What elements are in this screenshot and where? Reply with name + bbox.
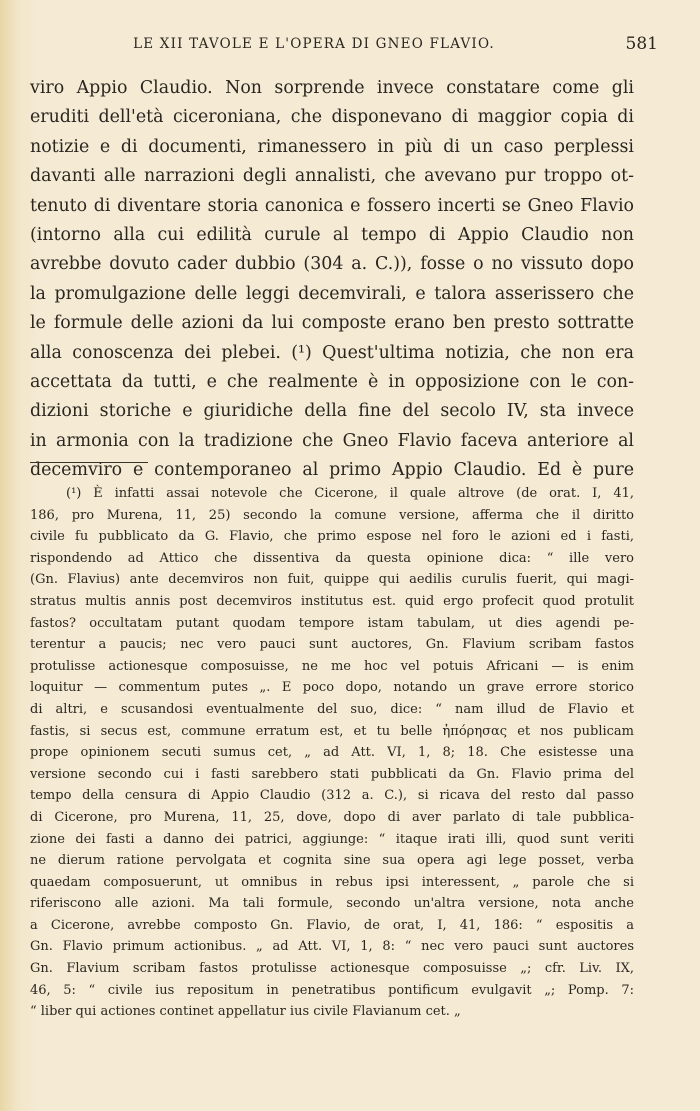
main-text bbox=[30, 74, 634, 486]
footnote-line: 46, 5: “ civile ius repositum in penetratibus pontificum evulgavit „; Pomp. 7: bbox=[30, 982, 634, 998]
footnote-line: versione secondo cui i fasti sarebbero stati pubblicati da Gn. Flavio prima del bbox=[30, 766, 634, 782]
text-line: in armonia con la tradizione che Gneo Flavio faceva anteriore al bbox=[30, 430, 634, 451]
footnote-line: 186, pro Murena, 11, 25) secondo la comune versione, afferma che il diritto bbox=[30, 507, 634, 523]
text-line: viro Appio Claudio. Non sorprende invece constatare come gli bbox=[30, 78, 634, 98]
footnote-line: quaedam composuerunt, ut omnibus in rebus ipsi interessent, „ parole che si bbox=[30, 874, 634, 890]
text-line: le formule delle azioni da lui composte erano ben presto sottratte bbox=[30, 313, 634, 334]
footnote-line: Gn. Flavio primum actionibus. „ ad Att. VI, 1, 8: “ nec vero pauci sunt auctores bbox=[30, 939, 634, 955]
footnote-line: tempo della censura di Appio Claudio (312 a. C.), si ricava del resto dal passo bbox=[30, 788, 634, 804]
footnote-line: di Cicerone, pro Murena, 11, 25, dove, dopo di aver parlato di tale pubblica- bbox=[30, 809, 634, 825]
page-header bbox=[30, 36, 658, 58]
page-number: 581 bbox=[625, 34, 658, 54]
footnote-line: di altri, e scusandosi eventualmente del suo, dice: “ nam illud de Flavio et bbox=[30, 701, 634, 717]
footnote-line: loquitur — commentum putes „. E poco dopo, notando un grave errore storico bbox=[30, 680, 634, 696]
text-line: dizioni storiche e giuridiche della fine del secolo IV, sta invece bbox=[30, 401, 634, 422]
text-line: davanti alle narrazioni degli annalisti, che avevano pur troppo ot- bbox=[30, 166, 634, 187]
footnote-line: rispondendo ad Attico che dissentiva da questa opinione dica: “ ille vero bbox=[30, 550, 634, 566]
text-line: notizie e di documenti, rimanessero in più di un caso perplessi bbox=[30, 136, 634, 157]
footnote bbox=[30, 483, 634, 1023]
footnote-line: (¹) È infatti assai notevole che Cicerone, il quale altrove (de orat. I, 41, bbox=[66, 486, 634, 501]
footnote-line: zione dei fasti a danno dei patrici, aggiunge: “ itaque irati illi, quod sunt veriti bbox=[30, 831, 634, 847]
footnote-line: riferiscono alle azioni. Ma tali formule, secondo un'altra versione, nota anche bbox=[30, 896, 634, 912]
footnote-line: stratus multis annis post decemviros institutus est. quid ergo profecit quod protulit bbox=[30, 593, 634, 609]
footnote-line: fastos? occultatam putant quodam tempore istam tabulam, ut dies agendi pe- bbox=[30, 615, 634, 631]
text-line: avrebbe dovuto cader dubbio (304 a. C.)), fosse o no vissuto dopo bbox=[30, 254, 634, 275]
text-line: la promulgazione delle leggi decemvirali, e talora asserissero che bbox=[30, 283, 634, 304]
footnote-line: civile fu pubblicato da G. Flavio, che primo espose nel foro le azioni ed i fasti, bbox=[30, 529, 634, 545]
footnote-line: (Gn. Flavius) ante decemviros non fuit, quippe qui aedilis curulis fuerit, qui magi- bbox=[30, 572, 634, 588]
text-line: tenuto di diventare storia canonica e fossero incerti se Gneo Flavio bbox=[30, 195, 634, 216]
text-line: decemviro e contemporaneo al primo Appio Claudio. Ed è pure bbox=[30, 460, 634, 481]
footnote-line: ne dierum ratione pervolgata et cognita sine sua opera agi lege posset, verba bbox=[30, 853, 634, 869]
footnote-separator bbox=[30, 462, 148, 463]
text-line: eruditi dell'età ciceroniana, che disponevano di maggior copia di bbox=[30, 107, 634, 128]
running-title: LE XII TAVOLE E L'OPERA DI GNEO FLAVIO. bbox=[133, 36, 495, 52]
text-line: accettata da tutti, e che realmente è in opposizione con le con- bbox=[30, 372, 634, 393]
footnote-line: a Cicerone, avrebbe composto Gn. Flavio, de orat, I, 41, 186: “ espositis a bbox=[30, 917, 634, 933]
footnote-line: terentur a paucis; nec vero pauci sunt auctores, Gn. Flavium scribam fastos bbox=[30, 637, 634, 653]
footnote-line: fastis, si secus est, commune erratum est, et tu belle ἠπόρησας et nos publicam bbox=[30, 723, 634, 739]
footnote-line: prope opinionem secuti sumus cet, „ ad Att. VI, 1, 8; 18. Che esistesse una bbox=[30, 745, 634, 761]
footnote-line: protulisse actionesque composuisse, ne me hoc vel potuis Africani — is enim bbox=[30, 658, 634, 674]
text-line: (intorno alla cui edilità curule al tempo di Appio Claudio non bbox=[30, 225, 634, 246]
footnote-line: “ liber qui actiones continet appellatur ius civile Flavianum cet. „ bbox=[30, 1004, 461, 1020]
text-line: alla conoscenza dei plebei. (¹) Quest'ultima notizia, che non era bbox=[30, 342, 634, 363]
footnote-line: Gn. Flavium scribam fastos protulisse actionesque composuisse „; cfr. Liv. IX, bbox=[30, 961, 634, 977]
